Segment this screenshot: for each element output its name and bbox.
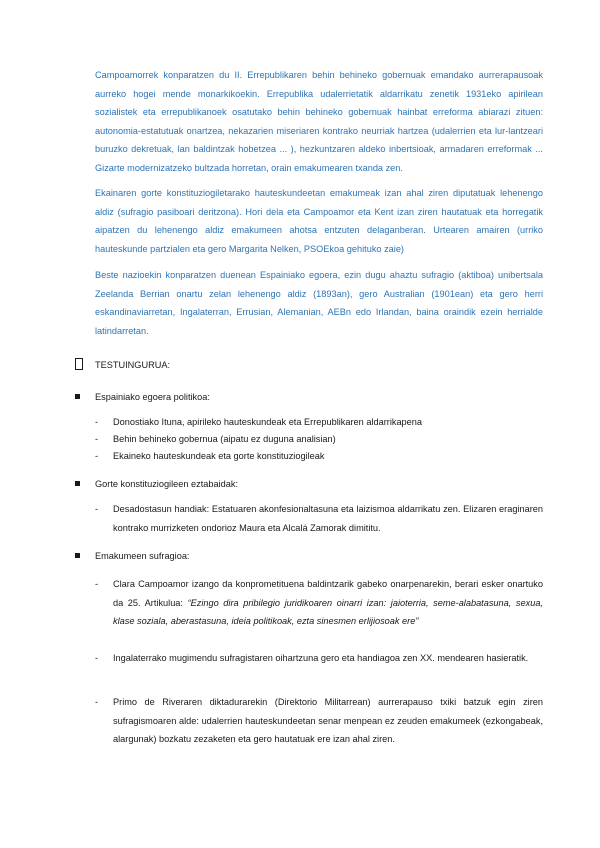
context-heading <box>75 358 170 372</box>
section-political-situation <box>75 390 210 404</box>
dash-bullet: - <box>95 579 99 589</box>
checkbox-square-icon <box>75 358 83 370</box>
dash-bullet: - <box>95 504 99 514</box>
dash-bullet: - <box>95 697 99 707</box>
list-item-text: Behin behineko gobernua (aipatu ez duguna analisian) <box>113 434 336 444</box>
intro-paragraph-2: Ekainaren gorte konstituziogiletarako hauteskundeetan emakumeak izan ahal ziren diputatuak lehenengo aldiz (sufragio pasiboari deritzona). Hori dela eta Campoamor eta Kent izan ziren hautatuak eta horregatik aipatzen du lehenengo aldiz emakumeen ahotsa entzuten delaganberan. Urtearen amairen (urriko hauteskunde partzialen eta gero Margarita Nelken, PSOEkoa gehituko zaie) <box>95 188 543 254</box>
list-item-text: Ekaineko hauteskundeak eta gorte konstituziogileak <box>113 451 325 461</box>
dash-bullet: - <box>95 451 99 461</box>
article-25-quote: “Ezingo dira pribilegio juridikoaren oinarri izan: jaioterria, seme-alabatasuna, sexua, klase soziala, aberastasuna, ideia politikoak, ezta sinesmen erlijiosoak ere” <box>113 597 543 627</box>
intro-paragraph-3: Beste nazioekin konparatzen duenean Espainiako egoera, ezin dugu ahaztu sufragio (aktiboa) unibertsala Zeelanda Berrian onartu zelan lehenengo aldiz (1893an), gero Australian (1901ean) eta gero herri eskandinaviarretan, Ingalaterran, Errusian, Alemanian, AEBn edo Irlandan, baina oraindik ezein herrialde latindarretan. <box>95 270 543 336</box>
list-item <box>95 693 543 749</box>
list-item-text: Desadostasun handiak: Estatuaren akonfesionaltasuna eta laizismoa aldarrikatu zen. Elizaren eraginaren kontrako murrizketen ondorioz Maura eta Alcalá Zamorak dimititu. <box>113 504 543 533</box>
campoamor-lead-text: Clara Campoamor izango da konprometituena baldintzarik gabeko onarpenarekin, berari esker onartuko da 25. Artikulua: <box>113 579 543 608</box>
intro-paragraph-1: Campoamorrek konparatzen du II. Errepublikaren behin behineko gobernuak emandako aurrerapausoak aurreko hogei mende monarkikoekin. Errepublika udalerrietatik aldarrikatu zenetik 1931eko apirilean sozialistek eta errepublikanoek osatutako behin behineko gobernuak hainbat erreforma abiarazi zituen: autonomia-estatutuak onartzea, nekazarien miseriaren kontrako neurriak hartzea (udalerrien eta lur-lantzeari buruzko dekretuak, lan baldintzak hobetzea ... ), hezkuntzaren aldeko inbertsioak, armadaren erreformak ... Gizarte modernizatzeko bultzada horretan, orain emakumearen txanda zen. <box>95 70 543 173</box>
dash-bullet: - <box>95 417 99 427</box>
context-heading-label: TESTUINGURUA: <box>95 360 171 370</box>
list-item <box>95 430 543 449</box>
list-item-text: Primo de Riveraren diktadurarekin (Direktorio Militarrean) aurrerapauso txiki batzuk egin ziren sufragismoaren alde: udalerrien hauteskundeetan senar menpean ez zeuden emakumeek (ezkongabeak, alargunak) bozkatu zezaketen eta gero hautatuak ere izan ahal ziren. <box>113 697 543 745</box>
square-bullet-icon <box>75 481 80 486</box>
section-title: Espainiako egoera politikoa: <box>95 392 210 402</box>
list-item <box>95 447 543 466</box>
section-women-suffrage <box>75 549 189 563</box>
section-title: Emakumeen sufragioa: <box>95 551 190 561</box>
list-item-text: Donostiako Ituna, apirileko hauteskundeak eta Errepublikaren aldarrikapena <box>113 417 422 427</box>
dash-bullet: - <box>95 434 99 444</box>
list-item-campoamor <box>95 575 543 631</box>
list-item <box>95 649 543 668</box>
list-item-text: Ingalaterrako mugimendu sufragistaren oihartzuna gero eta handiagoa zen XX. mendearen hasieratik. <box>113 653 529 663</box>
section-title: Gorte konstituziogileen eztabaidak: <box>95 479 239 489</box>
list-item <box>95 413 543 432</box>
list-item <box>95 500 543 537</box>
square-bullet-icon <box>75 394 80 399</box>
dash-bullet: - <box>95 653 99 663</box>
list-item-text <box>113 575 543 631</box>
square-bullet-icon <box>75 553 80 558</box>
section-constituent-debates <box>75 477 238 491</box>
